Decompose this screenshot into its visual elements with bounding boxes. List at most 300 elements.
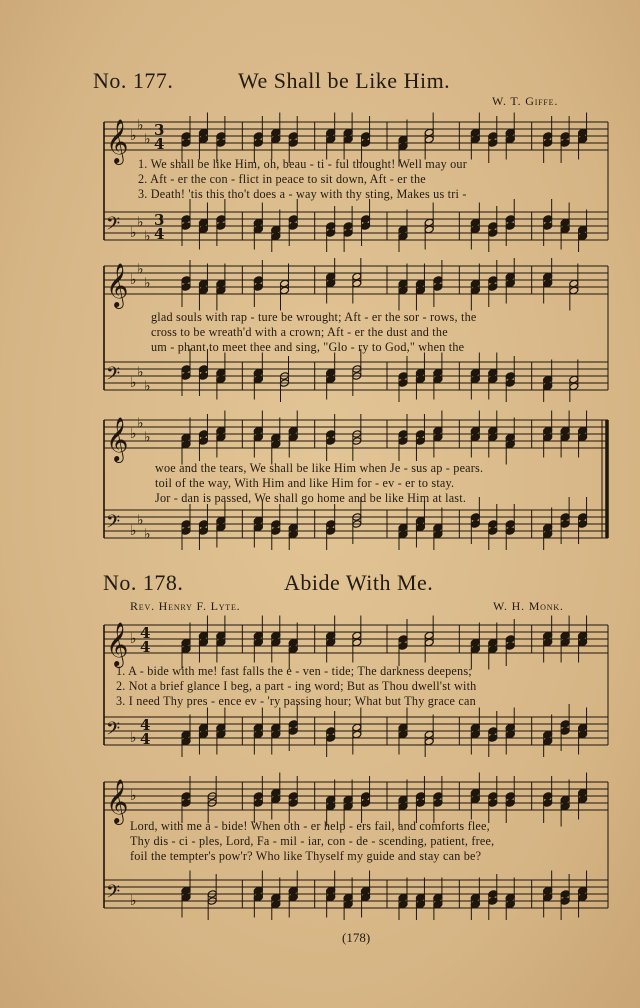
- note-head: [288, 132, 298, 141]
- note-head: [488, 638, 498, 647]
- note-head: [253, 218, 263, 227]
- note-head: [271, 135, 281, 144]
- flat-icon: ♭: [130, 128, 137, 144]
- note-head: [398, 430, 408, 439]
- note-head: [505, 635, 515, 644]
- note-head: [560, 433, 570, 442]
- time-signature-top: 3: [154, 121, 165, 139]
- note-head: [543, 132, 553, 141]
- note-head: [470, 426, 480, 435]
- note-head: [488, 426, 498, 435]
- time-signature-bottom: 4: [154, 135, 165, 153]
- treble-clef-icon: 𝄞: [106, 622, 129, 666]
- note-head: [543, 139, 553, 148]
- note-head: [560, 890, 570, 899]
- note-head: [398, 893, 408, 902]
- note-head: [578, 232, 588, 241]
- note-head: [253, 139, 263, 148]
- note-head: [361, 132, 371, 141]
- note-head: [253, 433, 263, 442]
- note-head: [288, 792, 298, 801]
- note-head: [352, 723, 362, 732]
- note-head: [578, 128, 588, 137]
- note-head: [198, 365, 208, 374]
- note-head: [505, 900, 515, 909]
- note-head: [361, 799, 371, 808]
- note-head: [560, 520, 570, 529]
- note-head: [326, 734, 336, 743]
- note-head: [181, 132, 191, 141]
- note-head: [216, 730, 226, 739]
- note-head: [288, 727, 298, 736]
- note-head: [543, 638, 553, 647]
- note-head: [271, 527, 281, 536]
- hymn-178-author: Rev. Henry F. Lyte.: [130, 599, 241, 613]
- note-head: [198, 730, 208, 739]
- note-head: [216, 638, 226, 647]
- lyric-178-1-v3: 3. I need Thy pres - ence ev - 'ry passing hour; What but Thy grace can: [116, 694, 476, 708]
- note-head: [361, 222, 371, 231]
- note-head: [560, 225, 570, 234]
- note-head: [181, 730, 191, 739]
- note-head: [578, 893, 588, 902]
- note-head: [488, 645, 498, 654]
- note-head: [326, 437, 336, 446]
- note-head: [343, 893, 353, 902]
- note-head: [543, 893, 553, 902]
- note-head: [470, 645, 480, 654]
- note-head: [271, 232, 281, 241]
- note-head: [433, 799, 443, 808]
- note-head: [361, 215, 371, 224]
- note-head: [543, 799, 553, 808]
- note-head: [578, 638, 588, 647]
- note-head: [470, 225, 480, 234]
- note-head: [181, 520, 191, 529]
- note-head: [505, 520, 515, 529]
- note-head: [352, 638, 362, 647]
- note-head: [198, 128, 208, 137]
- note-head: [343, 900, 353, 909]
- note-head: [253, 516, 263, 525]
- note-head: [470, 135, 480, 144]
- note-head: [488, 527, 498, 536]
- lyric-178-2-v3: foil the tempter's pow'r? Who like Thyself my guide and stay can be?: [130, 849, 482, 863]
- note-head: [271, 795, 281, 804]
- lyric-177-2-v1: glad souls with rap - ture be wrought; Aft - er the sor - rows, the: [151, 310, 477, 324]
- note-head: [216, 523, 226, 532]
- note-head: [253, 638, 263, 647]
- note-head: [398, 642, 408, 651]
- note-head: [398, 286, 408, 295]
- note-head: [578, 433, 588, 442]
- note-head: [326, 375, 336, 384]
- hymn-177-number: No. 177.: [93, 68, 174, 93]
- note-head: [415, 523, 425, 532]
- note-head: [361, 139, 371, 148]
- note-head: [198, 723, 208, 732]
- time-signature-bottom: 4: [154, 225, 165, 243]
- note-head: [326, 229, 336, 238]
- note-head: [578, 631, 588, 640]
- note-head: [398, 723, 408, 732]
- note-head: [216, 368, 226, 377]
- note-head: [181, 799, 191, 808]
- note-head: [424, 737, 434, 746]
- note-head: [415, 516, 425, 525]
- note-head: [415, 368, 425, 377]
- note-head: [543, 222, 553, 231]
- note-head: [398, 437, 408, 446]
- note-head: [543, 730, 553, 739]
- note-head: [352, 272, 362, 281]
- note-head: [560, 631, 570, 640]
- note-head: [424, 218, 434, 227]
- note-head: [253, 283, 263, 292]
- note-head: [288, 886, 298, 895]
- note-head: [543, 523, 553, 532]
- flat-icon: ♭: [130, 788, 137, 804]
- treble-clef-icon: 𝄞: [106, 779, 129, 823]
- note-head: [181, 638, 191, 647]
- note-head: [470, 893, 480, 902]
- note-head: [181, 372, 191, 381]
- note-head: [488, 276, 498, 285]
- note-head: [288, 720, 298, 729]
- note-head: [326, 886, 336, 895]
- note-head: [578, 225, 588, 234]
- flat-icon: ♭: [130, 631, 137, 647]
- note-head: [488, 283, 498, 292]
- lyric-177-1-v1: 1. We shall be like Him, oh, beau - ti - ful thought! Well may our: [138, 157, 467, 171]
- note-head: [398, 523, 408, 532]
- note-head: [253, 799, 263, 808]
- note-head: [470, 730, 480, 739]
- note-head: [326, 893, 336, 902]
- note-head: [343, 229, 353, 238]
- note-head: [181, 893, 191, 902]
- note-head: [398, 635, 408, 644]
- note-head: [398, 795, 408, 804]
- note-head: [253, 523, 263, 532]
- note-head: [288, 426, 298, 435]
- flat-icon: ♭: [144, 131, 151, 148]
- note-head: [505, 792, 515, 801]
- note-head: [543, 792, 553, 801]
- note-head: [505, 379, 515, 388]
- note-head: [424, 730, 434, 739]
- note-head: [470, 900, 480, 909]
- note-head: [398, 225, 408, 234]
- note-head: [288, 799, 298, 808]
- note-head: [271, 893, 281, 902]
- note-head: [398, 802, 408, 811]
- note-head: [181, 737, 191, 746]
- hymn-178-number: No. 178.: [103, 570, 184, 595]
- lyric-177-2-v3: um - phant to meet thee and sing, "Glo - ry to God," when the: [151, 340, 465, 354]
- note-head: [181, 645, 191, 654]
- note-head: [505, 730, 515, 739]
- note-head: [181, 222, 191, 231]
- note-head: [271, 900, 281, 909]
- note-head: [253, 730, 263, 739]
- flat-icon: ♭: [144, 526, 151, 543]
- note-head: [181, 139, 191, 148]
- note-head: [181, 886, 191, 895]
- note-head: [560, 218, 570, 227]
- note-head: [216, 139, 226, 148]
- note-head: [326, 727, 336, 736]
- note-head: [271, 730, 281, 739]
- note-head: [181, 440, 191, 449]
- note-head: [433, 530, 443, 539]
- bass-clef-icon: 𝄢: [106, 882, 121, 907]
- flat-icon: ♭: [137, 117, 144, 134]
- note-head: [578, 788, 588, 797]
- note-head: [470, 723, 480, 732]
- note-head: [505, 433, 515, 442]
- note-head: [433, 900, 443, 909]
- note-head: [361, 886, 371, 895]
- note-head: [560, 897, 570, 906]
- note-head: [280, 286, 290, 295]
- note-head: [216, 433, 226, 442]
- note-head: [198, 372, 208, 381]
- note-head: [543, 886, 553, 895]
- lyric-177-2-v2: cross to be wreath'd with a crown; Aft - er the dust and the: [151, 325, 448, 339]
- note-head: [181, 433, 191, 442]
- note-head: [288, 645, 298, 654]
- note-head: [505, 222, 515, 231]
- note-head: [198, 279, 208, 288]
- note-head: [326, 795, 336, 804]
- note-head: [253, 375, 263, 384]
- note-head: [343, 135, 353, 144]
- note-head: [216, 286, 226, 295]
- note-head: [198, 520, 208, 529]
- note-head: [578, 513, 588, 522]
- note-head: [424, 638, 434, 647]
- flat-icon: ♭: [144, 228, 151, 245]
- note-head: [271, 631, 281, 640]
- note-head: [216, 723, 226, 732]
- note-head: [398, 379, 408, 388]
- note-head: [505, 440, 515, 449]
- note-head: [424, 128, 434, 137]
- note-head: [488, 890, 498, 899]
- note-head: [433, 426, 443, 435]
- note-head: [560, 426, 570, 435]
- flat-icon: ♭: [130, 272, 137, 288]
- note-head: [352, 730, 362, 739]
- note-head: [433, 283, 443, 292]
- note-head: [560, 139, 570, 148]
- note-head: [326, 135, 336, 144]
- flat-icon: ♭: [137, 261, 144, 278]
- note-head: [470, 433, 480, 442]
- note-head: [560, 795, 570, 804]
- note-head: [198, 135, 208, 144]
- note-head: [216, 215, 226, 224]
- note-head: [543, 433, 553, 442]
- note-head: [488, 897, 498, 906]
- flat-icon: ♭: [130, 225, 137, 241]
- note-head: [288, 215, 298, 224]
- note-head: [415, 375, 425, 384]
- note-head: [543, 426, 553, 435]
- note-head: [470, 513, 480, 522]
- flat-icon: ♭: [144, 378, 151, 395]
- note-head: [326, 802, 336, 811]
- note-head: [560, 802, 570, 811]
- lyric-178-2-v1: Lord, with me a - bide! When oth - er help - ers fail, and comforts flee,: [130, 819, 490, 833]
- note-head: [505, 135, 515, 144]
- note-head: [216, 516, 226, 525]
- note-head: [181, 276, 191, 285]
- note-head: [415, 799, 425, 808]
- note-head: [560, 638, 570, 647]
- note-head: [505, 372, 515, 381]
- note-head: [569, 382, 579, 391]
- note-head: [271, 433, 281, 442]
- note-head: [488, 799, 498, 808]
- note-head: [398, 372, 408, 381]
- hymn-178-composer: W. H. Monk.: [493, 599, 564, 613]
- note-head: [253, 723, 263, 732]
- note-head: [488, 727, 498, 736]
- note-head: [198, 225, 208, 234]
- note-head: [505, 527, 515, 536]
- note-head: [280, 279, 290, 288]
- note-head: [343, 128, 353, 137]
- note-head: [253, 631, 263, 640]
- note-head: [470, 788, 480, 797]
- note-head: [326, 128, 336, 137]
- note-head: [271, 638, 281, 647]
- note-head: [181, 365, 191, 374]
- note-head: [470, 286, 480, 295]
- note-head: [271, 440, 281, 449]
- note-head: [543, 272, 553, 281]
- lyric-177-3-v1: woe and the tears, We shall be like Him when Je - sus ap - pears.: [155, 461, 484, 475]
- note-head: [488, 222, 498, 231]
- note-head: [288, 433, 298, 442]
- note-head: [198, 527, 208, 536]
- note-head: [398, 142, 408, 151]
- note-head: [578, 135, 588, 144]
- note-head: [569, 279, 579, 288]
- flat-icon: ♭: [137, 364, 144, 381]
- flat-icon: ♭: [130, 523, 137, 539]
- note-head: [326, 272, 336, 281]
- note-head: [326, 527, 336, 536]
- note-head: [198, 286, 208, 295]
- note-head: [433, 893, 443, 902]
- note-head: [326, 222, 336, 231]
- note-head: [216, 426, 226, 435]
- note-head: [424, 135, 434, 144]
- note-head: [198, 638, 208, 647]
- note-head: [288, 893, 298, 902]
- note-head: [216, 279, 226, 288]
- page-number: (178): [342, 930, 371, 945]
- note-head: [352, 279, 362, 288]
- flat-icon: ♭: [130, 426, 137, 442]
- flat-icon: ♭: [130, 375, 137, 391]
- note-head: [488, 734, 498, 743]
- note-head: [578, 723, 588, 732]
- lyric-178-1-v2: 2. Not a brief glance I beg, a part - ing word; But as Thou dwell'st with: [116, 679, 477, 693]
- flat-icon: ♭: [137, 415, 144, 432]
- note-head: [326, 638, 336, 647]
- note-head: [253, 886, 263, 895]
- note-head: [543, 279, 553, 288]
- note-head: [415, 430, 425, 439]
- note-head: [216, 132, 226, 141]
- note-head: [505, 893, 515, 902]
- note-head: [578, 426, 588, 435]
- note-head: [271, 225, 281, 234]
- note-head: [415, 286, 425, 295]
- note-head: [543, 631, 553, 640]
- lyric-178-2-v2: Thy dis - ci - ples, Lord, Fa - mil - iar, con - de - scending, patient, free,: [130, 834, 495, 848]
- bass-clef-icon: 𝄢: [106, 719, 121, 744]
- time-signature-bottom: 4: [140, 730, 151, 748]
- hymn-177-title: We Shall be Like Him.: [238, 68, 451, 93]
- flat-icon: ♭: [130, 893, 137, 909]
- bass-clef-icon: 𝄢: [106, 214, 121, 239]
- lyric-177-3-v3: Jor - dan is passed, We shall go home and be like Him at last.: [155, 491, 467, 505]
- time-signature-top: 4: [140, 716, 151, 734]
- note-head: [181, 527, 191, 536]
- note-head: [343, 802, 353, 811]
- note-head: [578, 886, 588, 895]
- note-head: [560, 132, 570, 141]
- note-head: [578, 520, 588, 529]
- note-head: [398, 530, 408, 539]
- note-head: [288, 530, 298, 539]
- note-head: [488, 520, 498, 529]
- note-head: [288, 222, 298, 231]
- treble-clef-icon: 𝄞: [106, 119, 129, 163]
- note-head: [424, 225, 434, 234]
- hymn-177-composer: W. T. Giffe.: [492, 94, 559, 108]
- note-head: [181, 215, 191, 224]
- flat-icon: ♭: [144, 275, 151, 292]
- note-head: [560, 513, 570, 522]
- note-head: [398, 900, 408, 909]
- note-head: [470, 368, 480, 377]
- note-head: [415, 792, 425, 801]
- note-head: [361, 792, 371, 801]
- note-head: [253, 225, 263, 234]
- note-head: [488, 375, 498, 384]
- note-head: [198, 218, 208, 227]
- note-head: [253, 893, 263, 902]
- lyric-177-1-v3: 3. Death! 'tis this tho't does a - way with thy sting, Makes us tri -: [138, 187, 467, 201]
- note-head: [433, 792, 443, 801]
- note-head: [398, 730, 408, 739]
- bass-clef-icon: 𝄢: [106, 364, 121, 389]
- flat-icon: ♭: [137, 512, 144, 529]
- bass-clef-icon: 𝄢: [106, 512, 121, 537]
- note-head: [271, 520, 281, 529]
- note-head: [415, 900, 425, 909]
- note-head: [343, 795, 353, 804]
- note-head: [424, 631, 434, 640]
- note-head: [488, 433, 498, 442]
- note-head: [470, 218, 480, 227]
